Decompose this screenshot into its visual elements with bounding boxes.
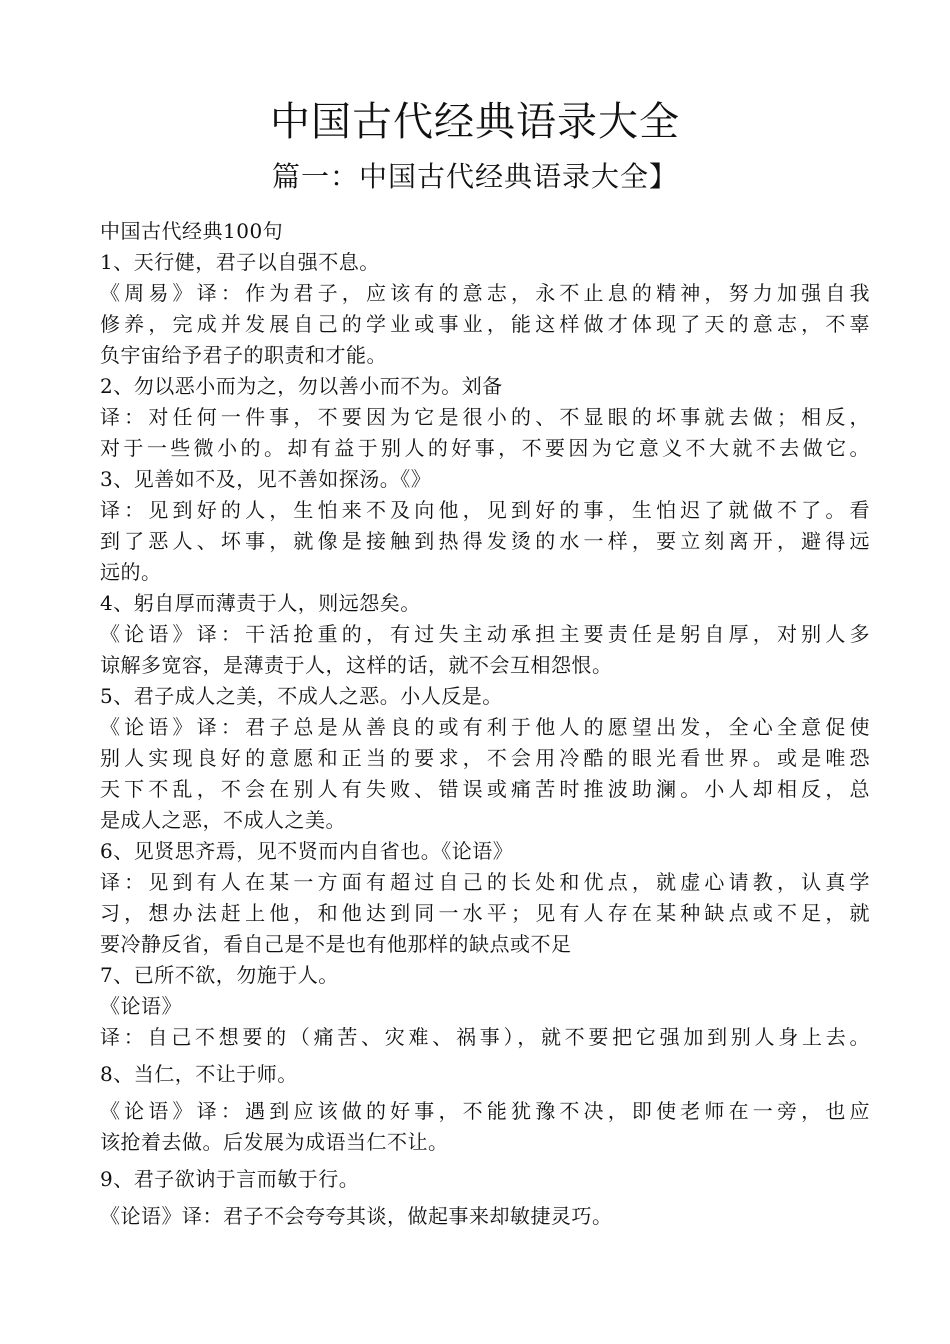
text-line: 3、见善如不及，见不善如探汤。《》 [100,467,432,491]
text-line: 译：见到有人在某一方面有超过自己的长处和优点，就虚心请教，认真学 [100,870,870,894]
text-line: 要冷静反省，看自己是不是也有他那样的缺点或不足 [100,932,572,956]
text-line: 谅解多宽容，是薄责于人，这样的话，就不会互相怨恨。 [100,653,613,677]
text-line: 2、勿以恶小而为之，勿以善小而不为。刘备 [100,374,503,398]
text-line: 修养，完成并发展自己的学业或事业，能这样做才体现了天的意志，不辜 [100,312,870,336]
document-subtitle: 篇一：中国古代经典语录大全】 [271,160,678,193]
text-line: 5、君子成人之美，不成人之恶。小人反是。 [100,684,503,708]
text-line: 到了恶人、坏事，就像是接触到热得发烫的水一样，要立刻离开，避得远 [100,529,870,553]
text-line: 4、躬自厚而薄责于人，则远怨矣。 [100,591,421,615]
text-line: 别人实现良好的意愿和正当的要求，不会用冷酷的眼光看世界。或是唯恐 [100,746,870,770]
text-line: 《周易》译：作为君子，应该有的意志，永不止息的精神，努力加强自我 [100,281,870,305]
text-line: 远的。 [100,560,162,584]
text-line: 9、君子欲讷于言而敏于行。 [100,1167,360,1191]
text-line: 《论语》译：干活抢重的，有过失主动承担主要责任是躬自厚，对别人多 [100,622,870,646]
text-line: 《论语》译：遇到应该做的好事，不能犹豫不决，即使老师在一旁，也应 [100,1099,870,1123]
text-line: 负宇宙给予君子的职责和才能。 [100,343,387,367]
text-line: 译：见到好的人，生怕来不及向他，见到好的事，生怕迟了就做不了。看 [100,498,870,522]
text-line: 是成人之恶，不成人之美。 [100,808,346,832]
text-line: 8、当仁，不让于师。 [100,1062,298,1086]
text-line: 《论语》译：君子总是从善良的或有利于他人的愿望出发，全心全意促使 [100,715,870,739]
text-line: 6、见贤思齐焉，见不贤而内自省也。《论语》 [100,839,514,863]
text-line: 对于一些微小的。却有益于别人的好事，不要因为它意义不大就不去做它。 [100,436,870,460]
text-line: 天下不乱，不会在别人有失败、错误或痛苦时推波助澜。小人却相反，总 [100,777,870,801]
text-line: 译：自己不想要的（痛苦、灾难、祸事），就不要把它强加到别人身上去。 [100,1025,870,1049]
document-title: 中国古代经典语录大全 [270,99,680,145]
text-line: 7、已所不欲，勿施于人。 [100,963,339,987]
text-line: 习，想办法赶上他，和他达到同一水平；见有人存在某种缺点或不足，就 [100,901,870,925]
text-line: 《论语》 [100,994,182,1018]
text-line: 该抢着去做。后发展为成语当仁不让。 [100,1130,449,1154]
text-line: 1、天行健，君子以自强不息。 [100,250,380,274]
document-body [100,216,870,1232]
text-line: 中国古代经典100句 [100,219,284,243]
text-line: 译：对任何一件事，不要因为它是很小的、不显眼的坏事就去做；相反， [100,405,870,429]
text-line: 《论语》译：君子不会夸夸其谈，做起事来却敏捷灵巧。 [100,1204,613,1228]
